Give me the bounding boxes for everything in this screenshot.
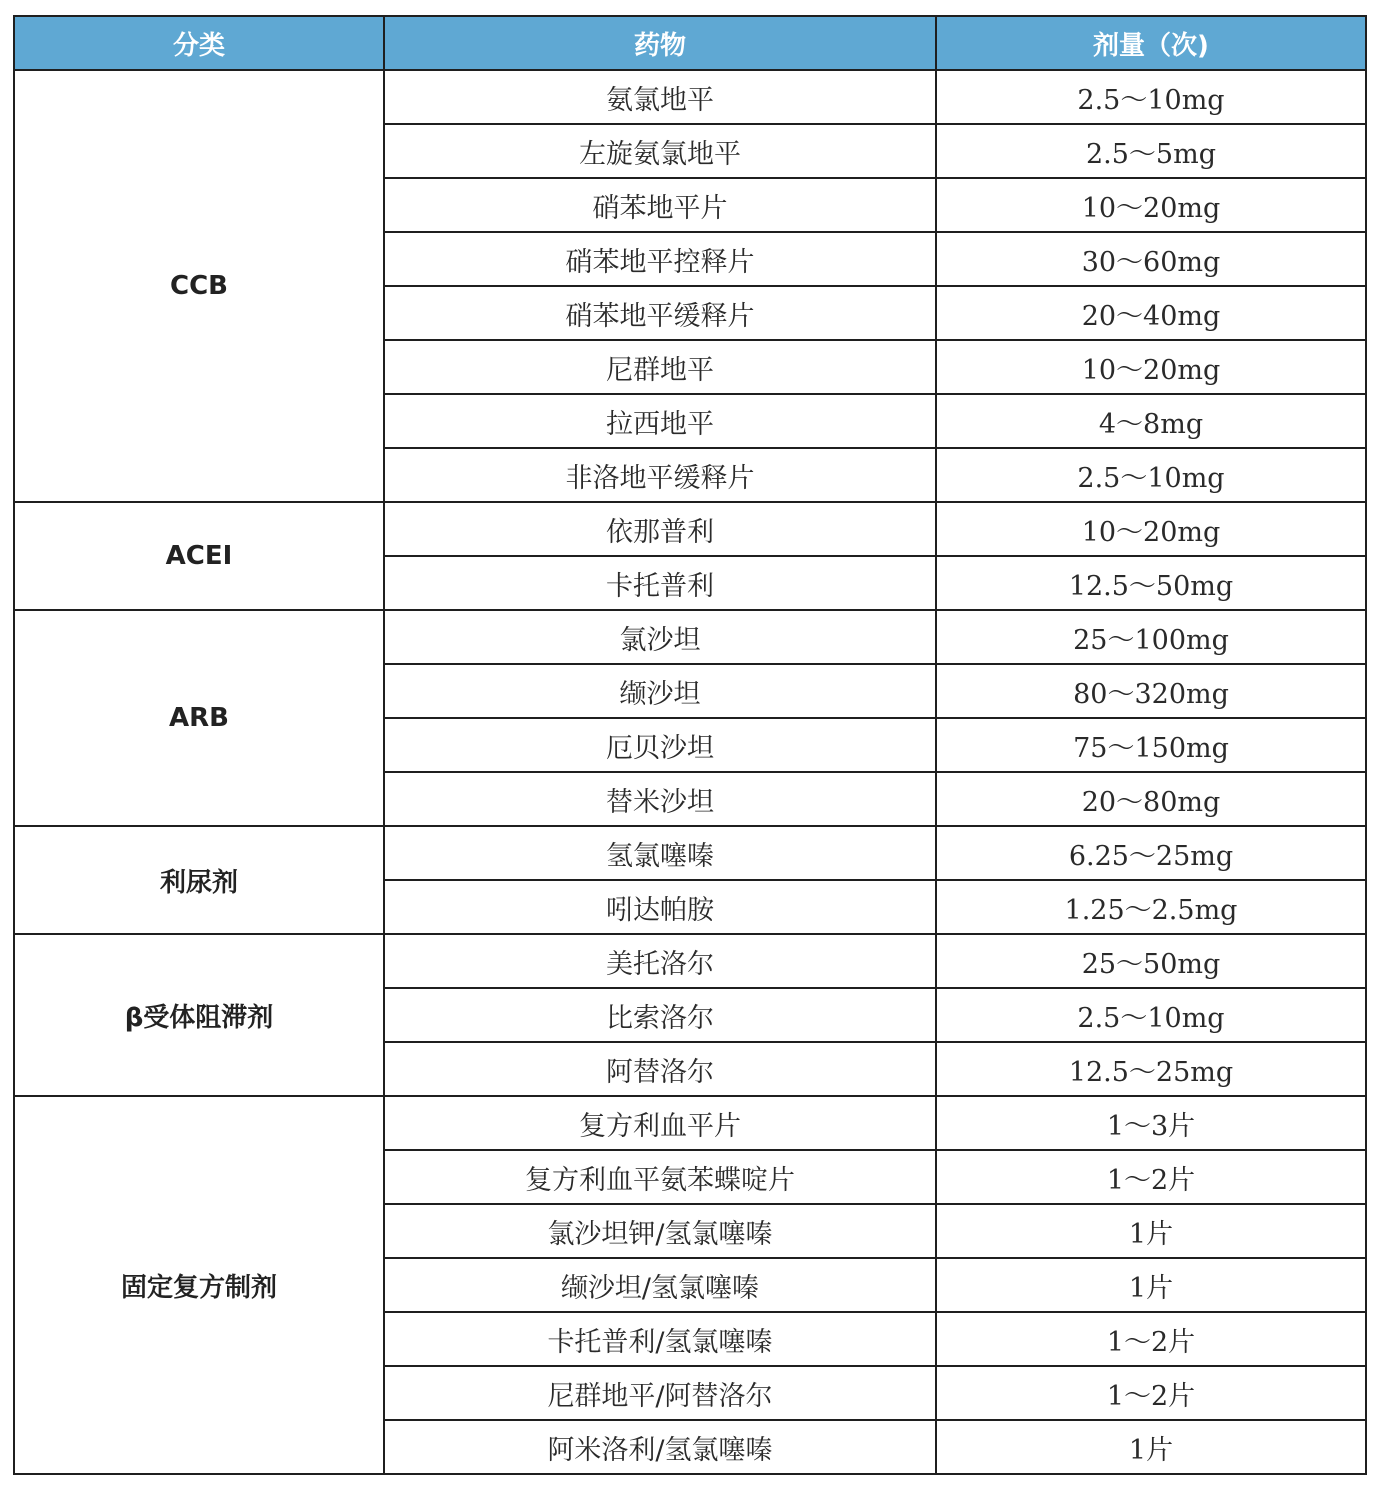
dose-cell: 6.25～25mg xyxy=(936,826,1366,880)
dose-cell: 1～2片 xyxy=(936,1366,1366,1420)
table-body xyxy=(14,70,1366,1474)
category-cell: β受体阻滞剂 xyxy=(14,934,384,1096)
drug-cell: 复方利血平氨苯蝶啶片 xyxy=(384,1150,936,1204)
drug-cell: 阿米洛利/氢氯噻嗪 xyxy=(384,1420,936,1474)
drug-cell: 左旋氨氯地平 xyxy=(384,124,936,178)
table-row xyxy=(14,934,1366,988)
drug-cell: 尼群地平/阿替洛尔 xyxy=(384,1366,936,1420)
table-row xyxy=(14,70,1366,124)
dose-cell: 2.5～10mg xyxy=(936,448,1366,502)
drug-cell: 硝苯地平缓释片 xyxy=(384,286,936,340)
dose-cell: 1～3片 xyxy=(936,1096,1366,1150)
drug-cell: 卡托普利/氢氯噻嗪 xyxy=(384,1312,936,1366)
header-dose: 剂量（次) xyxy=(936,16,1366,70)
dose-cell: 10～20mg xyxy=(936,178,1366,232)
category-cell: 利尿剂 xyxy=(14,826,384,934)
drug-cell: 硝苯地平控释片 xyxy=(384,232,936,286)
dose-cell: 12.5～50mg xyxy=(936,556,1366,610)
drug-cell: 氯沙坦 xyxy=(384,610,936,664)
dose-cell: 10～20mg xyxy=(936,502,1366,556)
dose-cell: 2.5～10mg xyxy=(936,70,1366,124)
dose-cell: 2.5～10mg xyxy=(936,988,1366,1042)
drug-cell: 非洛地平缓释片 xyxy=(384,448,936,502)
category-cell: 固定复方制剂 xyxy=(14,1096,384,1474)
table-row xyxy=(14,826,1366,880)
drug-cell: 缬沙坦 xyxy=(384,664,936,718)
drug-cell: 氨氯地平 xyxy=(384,70,936,124)
drug-cell: 阿替洛尔 xyxy=(384,1042,936,1096)
dose-cell: 30～60mg xyxy=(936,232,1366,286)
dose-cell: 10～20mg xyxy=(936,340,1366,394)
drug-cell: 美托洛尔 xyxy=(384,934,936,988)
category-cell: CCB xyxy=(14,70,384,502)
drug-cell: 尼群地平 xyxy=(384,340,936,394)
drug-cell: 厄贝沙坦 xyxy=(384,718,936,772)
header-drug: 药物 xyxy=(384,16,936,70)
drug-cell: 硝苯地平片 xyxy=(384,178,936,232)
drug-cell: 拉西地平 xyxy=(384,394,936,448)
dose-cell: 1片 xyxy=(936,1258,1366,1312)
category-cell: ARB xyxy=(14,610,384,826)
dose-cell: 1片 xyxy=(936,1420,1366,1474)
dose-cell: 4～8mg xyxy=(936,394,1366,448)
header-category: 分类 xyxy=(14,16,384,70)
dose-cell: 1～2片 xyxy=(936,1150,1366,1204)
dose-cell: 20～40mg xyxy=(936,286,1366,340)
drug-cell: 依那普利 xyxy=(384,502,936,556)
dose-cell: 25～100mg xyxy=(936,610,1366,664)
drug-cell: 比索洛尔 xyxy=(384,988,936,1042)
drug-cell: 卡托普利 xyxy=(384,556,936,610)
table-header-row xyxy=(14,16,1366,70)
dose-cell: 25～50mg xyxy=(936,934,1366,988)
drug-cell: 氯沙坦钾/氢氯噻嗪 xyxy=(384,1204,936,1258)
drug-dosage-table-container xyxy=(13,15,1365,1475)
drug-cell: 氢氯噻嗪 xyxy=(384,826,936,880)
table-row xyxy=(14,1096,1366,1150)
dose-cell: 20～80mg xyxy=(936,772,1366,826)
dose-cell: 1.25～2.5mg xyxy=(936,880,1366,934)
drug-cell: 复方利血平片 xyxy=(384,1096,936,1150)
drug-cell: 替米沙坦 xyxy=(384,772,936,826)
dose-cell: 2.5～5mg xyxy=(936,124,1366,178)
table-row xyxy=(14,610,1366,664)
drug-cell: 吲达帕胺 xyxy=(384,880,936,934)
dose-cell: 12.5～25mg xyxy=(936,1042,1366,1096)
table-row xyxy=(14,502,1366,556)
category-cell: ACEI xyxy=(14,502,384,610)
dose-cell: 1～2片 xyxy=(936,1312,1366,1366)
dose-cell: 75～150mg xyxy=(936,718,1366,772)
dose-cell: 80～320mg xyxy=(936,664,1366,718)
drug-dosage-table xyxy=(13,15,1367,1475)
dose-cell: 1片 xyxy=(936,1204,1366,1258)
drug-cell: 缬沙坦/氢氯噻嗪 xyxy=(384,1258,936,1312)
